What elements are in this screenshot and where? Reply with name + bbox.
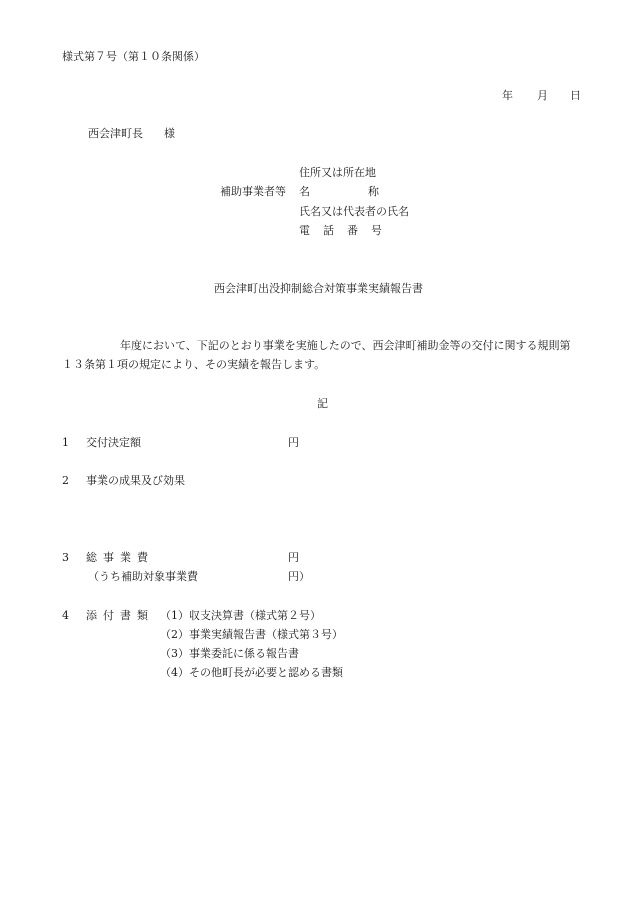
addressee: 西会津町長 <box>88 127 143 140</box>
date-year-label: 年 <box>502 89 513 102</box>
name-label-first: 名 <box>299 185 310 198</box>
item3-unit: 円 <box>288 551 299 564</box>
phone-label: 電 話 番 号 <box>299 224 382 237</box>
item1-unit: 円 <box>288 436 299 449</box>
item2-number: 2 <box>62 474 69 487</box>
attachment-doc-1: （1）収支決算書（様式第２号） <box>160 609 321 622</box>
item1-label: 交付決定額 <box>86 436 141 449</box>
body-line-2: １３条第１項の規定により、その実績を報告します。 <box>62 358 326 371</box>
attachment-doc-2: （2）事業実績報告書（様式第３号） <box>160 628 343 641</box>
name-label-second: 称 <box>368 185 379 198</box>
representative-label: 氏名又は代表者の氏名 <box>299 205 409 218</box>
form-number: 様式第７号（第１０条関係） <box>62 50 205 63</box>
item3-sub-unit: 円） <box>288 570 310 583</box>
item4-label: 添 付 書 類 <box>86 609 148 622</box>
date-day-label: 日 <box>570 89 581 102</box>
item3-sub-label: （うち補助対象事業費 <box>88 570 198 583</box>
item3-label: 総 事 業 費 <box>86 551 148 564</box>
addressee-honorific: 様 <box>164 127 175 140</box>
body-line-1: 年度において、下記のとおり事業を実施したので、西会津町補助金等の交付に関する規則第 <box>120 339 571 352</box>
ki-heading: 記 <box>317 397 328 410</box>
attachment-doc-3: （3）事業委託に係る報告書 <box>160 647 299 660</box>
item3-number: 3 <box>62 551 69 564</box>
address-label: 住所又は所在地 <box>299 166 376 179</box>
item4-number: 4 <box>62 609 69 622</box>
document-title: 西会津町出没抑制総合対策事業実績報告書 <box>214 282 423 295</box>
item2-label: 事業の成果及び効果 <box>86 474 185 487</box>
applicant-group-label: 補助事業者等 <box>220 185 286 198</box>
date-month-label: 月 <box>537 89 548 102</box>
item1-number: 1 <box>62 436 69 449</box>
attachment-doc-4: （4）その他町長が必要と認める書類 <box>160 666 343 679</box>
